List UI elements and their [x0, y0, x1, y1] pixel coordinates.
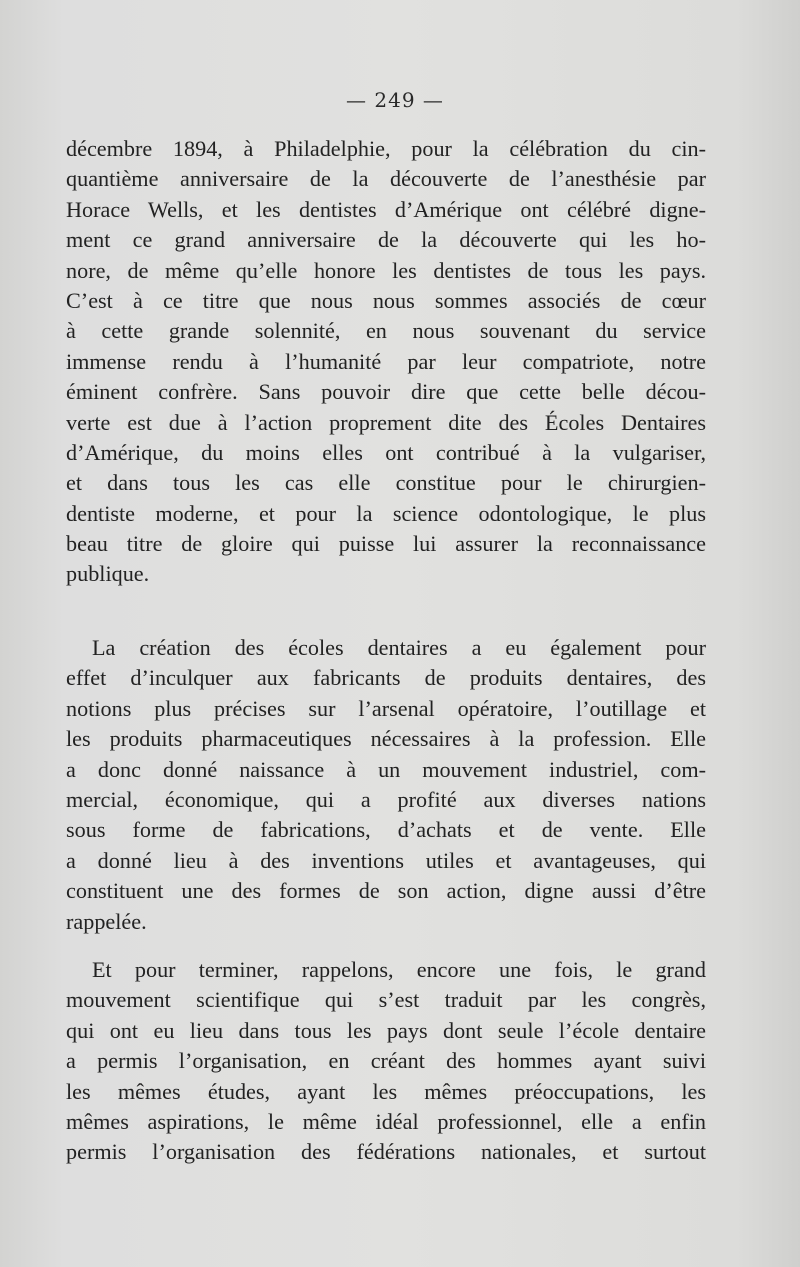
text-line: permis l’organisation des fédérations nationales, et surtout	[66, 1139, 706, 1165]
text-line: décembre 1894, à Philadelphie, pour la célébration du cin-	[66, 136, 706, 161]
text-line: sous forme de fabrications, d’achats et de vente. Elle	[66, 817, 706, 843]
text-line: publique.	[66, 561, 150, 587]
text-line: a donné lieu à des inventions utiles et avantageuses, qui	[66, 847, 706, 873]
paragraph-3	[66, 955, 706, 1168]
text-line: mêmes aspirations, le même idéal professionnel, elle a enfin	[66, 1108, 706, 1134]
text-line: notions plus précises sur l’arsenal opératoire, l’outillage et	[66, 695, 706, 721]
text-line: verte est due à l’action proprement dite des Écoles Dentaires	[66, 409, 706, 435]
text-line: et dans tous les cas elle constitue pour le chirurgien-	[66, 470, 706, 496]
text-line: qui ont eu lieu dans tous les pays dont seule l’école dentaire	[66, 1017, 706, 1043]
text-line: constituent une des formes de son action, digne aussi d’être	[66, 878, 706, 904]
text-line: La création des écoles dentaires a eu également pour	[92, 635, 706, 660]
text-line: rappelée.	[66, 908, 147, 934]
text-line: Horace Wells, et les dentistes d’Amérique ont célébré digne-	[66, 196, 706, 222]
text-line: a permis l’organisation, en créant des hommes ayant suivi	[66, 1048, 706, 1074]
text-line: a donc donné naissance à un mouvement industriel, com-	[66, 756, 706, 782]
page-number: — 249 —	[346, 88, 444, 112]
text-line: effet d’inculquer aux fabricants de produits dentaires, des	[66, 665, 706, 691]
paragraph-2	[66, 633, 706, 937]
text-line: dentiste moderne, et pour la science odontologique, le plus	[66, 500, 706, 526]
text-line: mercial, économique, qui a profité aux diverses nations	[66, 786, 706, 812]
text-line: d’Amérique, du moins elles ont contribué à la vulgariser,	[66, 439, 706, 465]
text-line: Et pour terminer, rappelons, encore une fois, le grand	[92, 957, 706, 982]
text-line: les mêmes études, ayant les mêmes préoccupations, les	[66, 1078, 706, 1104]
text-line: ment ce grand anniversaire de la découverte qui les ho-	[66, 227, 706, 253]
text-line: à cette grande solennité, en nous souvenant du service	[66, 318, 706, 344]
text-line: beau titre de gloire qui puisse lui assurer la reconnaissance	[66, 531, 706, 557]
text-line: mouvement scientifique qui s’est traduit par les congrès,	[66, 987, 706, 1013]
text-line: immense rendu à l’humanité par leur compatriote, notre	[66, 348, 706, 374]
paragraph-1	[66, 134, 706, 590]
text-line: C’est à ce titre que nous nous sommes associés de cœur	[66, 287, 706, 313]
text-line: les produits pharmaceutiques nécessaires à la profession. Elle	[66, 726, 706, 752]
text-line: éminent confrère. Sans pouvoir dire que cette belle décou-	[66, 379, 706, 405]
text-line: nore, de même qu’elle honore les dentistes de tous les pays.	[66, 257, 706, 283]
text-line: quantième anniversaire de la découverte de l’anesthésie par	[66, 166, 706, 192]
